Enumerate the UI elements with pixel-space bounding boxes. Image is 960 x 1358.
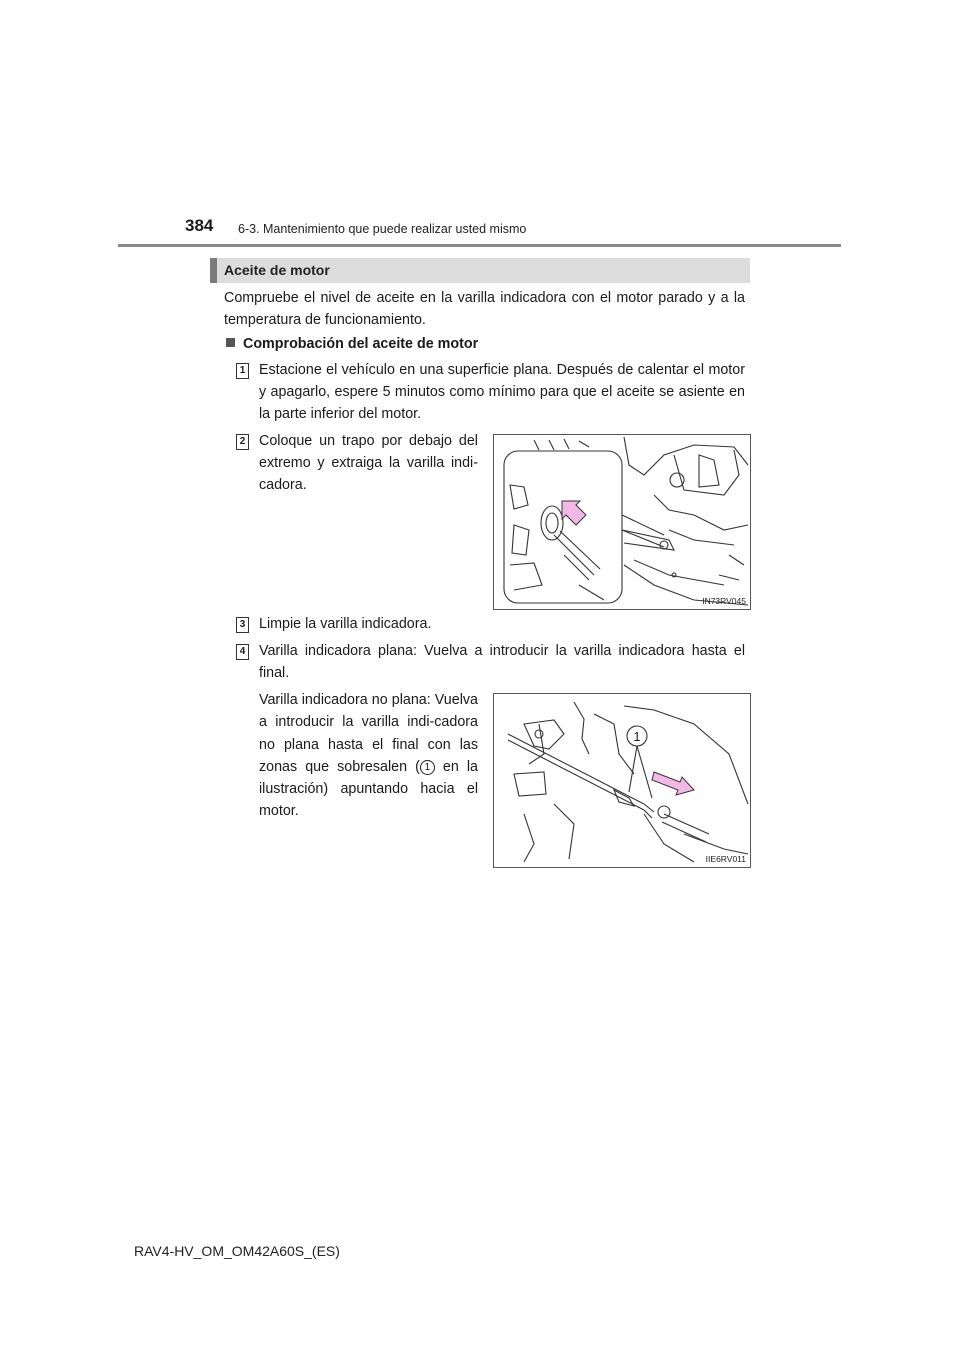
engine-dipstick-insert-illustration [494,694,750,867]
step-4-extra-before: Varilla indicadora no plana: Vuelva a introducir la varilla indi-cadora no plana hasta el final con las zonas que sobresalen ( [259,692,478,775]
step-number-3: 3 [236,617,249,633]
section-title-bar [210,258,750,283]
section-header: 6-3. Mantenimiento que puede realizar usted mismo [238,222,527,236]
step-2-text: Coloque un trapo por debajo del extremo y extraiga la varilla indi-cadora. [259,433,478,493]
figure-code: IN73RV045 [702,596,746,606]
engine-dipstick-pull-illustration [494,435,750,609]
header-divider [118,244,841,247]
footer-document-code: RAV4-HV_OM_OM42A60S_(ES) [134,1243,340,1259]
step-number-4: 4 [236,644,249,660]
step-3-text: Limpie la varilla indicadora. [259,616,432,632]
step-4-extra-after: en la ilustración) apuntando hacia el motor. [259,758,478,820]
square-bullet-icon [226,338,235,347]
section-title: Aceite de motor [224,262,330,278]
callout-1-inline: 1 [420,760,435,775]
step-number-2: 2 [236,434,249,450]
figure-dipstick-pull [493,434,751,610]
intro-paragraph: Compruebe el nivel de aceite en la varilla indicadora con el motor parado y a la temperatura de funcionamiento. [224,290,745,328]
figure-dipstick-insert [493,693,751,868]
step-4-text: Varilla indicadora plana: Vuelva a introducir la varilla indicadora hasta el final. [259,643,745,681]
subheading-text: Comprobación del aceite de motor [243,336,479,352]
subheading [226,336,478,352]
figure-callout-1: 1 [633,729,641,744]
figure-code: IIE6RV011 [705,854,746,864]
step-4-extra-text [259,689,478,823]
step-number-1: 1 [236,363,249,379]
step-1-text: Estacione el vehículo en una superficie plana. Después de calentar el motor y apagarlo, espere 5 minutos como mínimo para que el aceite se asiente en la parte inferior del motor. [259,362,745,422]
section-title-accent [210,258,217,283]
page-number: 384 [185,216,214,235]
